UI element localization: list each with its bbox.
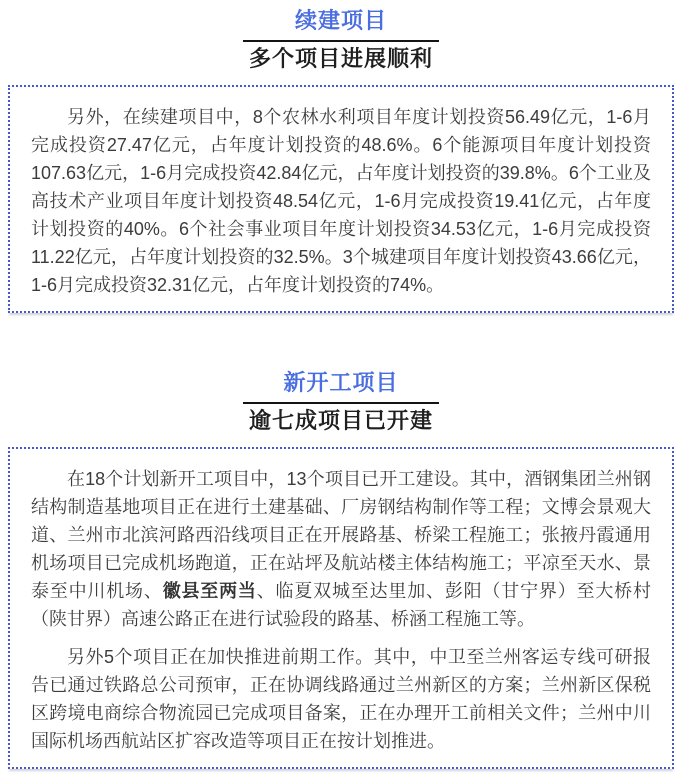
- section1-title-underline: [243, 40, 439, 42]
- section1-title: 续建项目: [294, 8, 387, 33]
- section2-paragraph-1-bold-segment: 徽县至两当: [162, 581, 257, 601]
- section1-paragraph: 另外，在续建项目中，8个农林水利项目年度计划投资56.49亿元，1-6月完成投资27.47亿元，占年度计划投资的48.6%。6个能源项目年度计划投资107.63亿元，1-6月完成投资42.84亿元，占年度计划投资的39.8%。6个工业及高技术产业项目年度计划投资48.54亿元，1-6月完成投资19.41亿元，占年度计划投资的40%。6个社会事业项目年度计划投资34.53亿元，1-6月完成投资11.22亿元，占年度计划投资的32.5%。3个城建项目年度计划投资43.66亿元，1-6月完成投资32.31亿元，占年度计划投资的74%。: [31, 107, 651, 295]
- section2-paragraph-2: 另外5个项目正在加快推进前期工作。其中，中卫至兰州客运专线可研报告已通过铁路总公司预审，正在协调线路通过兰州新区的方案；兰州新区保税区跨境电商综合物流园已完成项目备案，正在办理开工前相关文件；兰州中川国际机场西航站区扩容改造等项目正在按计划推进。: [31, 647, 651, 751]
- section1-subtitle: 多个项目进展顺利: [248, 46, 433, 71]
- section2-header: [0, 370, 682, 434]
- section2-title-underline: [243, 402, 439, 404]
- section2-content-box: [8, 447, 674, 769]
- section2-paragraph-1-after: 、临夏双城至达里加、彭阳（甘宁界）至大桥村（陕甘界）高速公路正在进行试验段的路基、桥涵工程施工等。: [31, 581, 651, 629]
- section2-subtitle: 逾七成项目已开建: [248, 408, 433, 433]
- section2-title: 新开工项目: [283, 370, 399, 395]
- section1-header: [0, 8, 682, 72]
- section2-paragraph-1: [31, 465, 651, 633]
- section2-paragraph-1-before: 在18个计划新开工项目中，13个项目已开工建设。其中，酒钢集团兰州钢结构制造基地项目正在进行土建基础、厂房钢结构制作等工程；文博会景观大道、兰州市北滨河路西沿线项目正在开展路基、桥梁工程施工；张掖丹霞通用机场项目已完成机场跑道，正在站坪及航站楼主体结构施工；平凉至天水、景泰至中川机场、: [31, 469, 651, 601]
- section1-content-box: [8, 85, 674, 313]
